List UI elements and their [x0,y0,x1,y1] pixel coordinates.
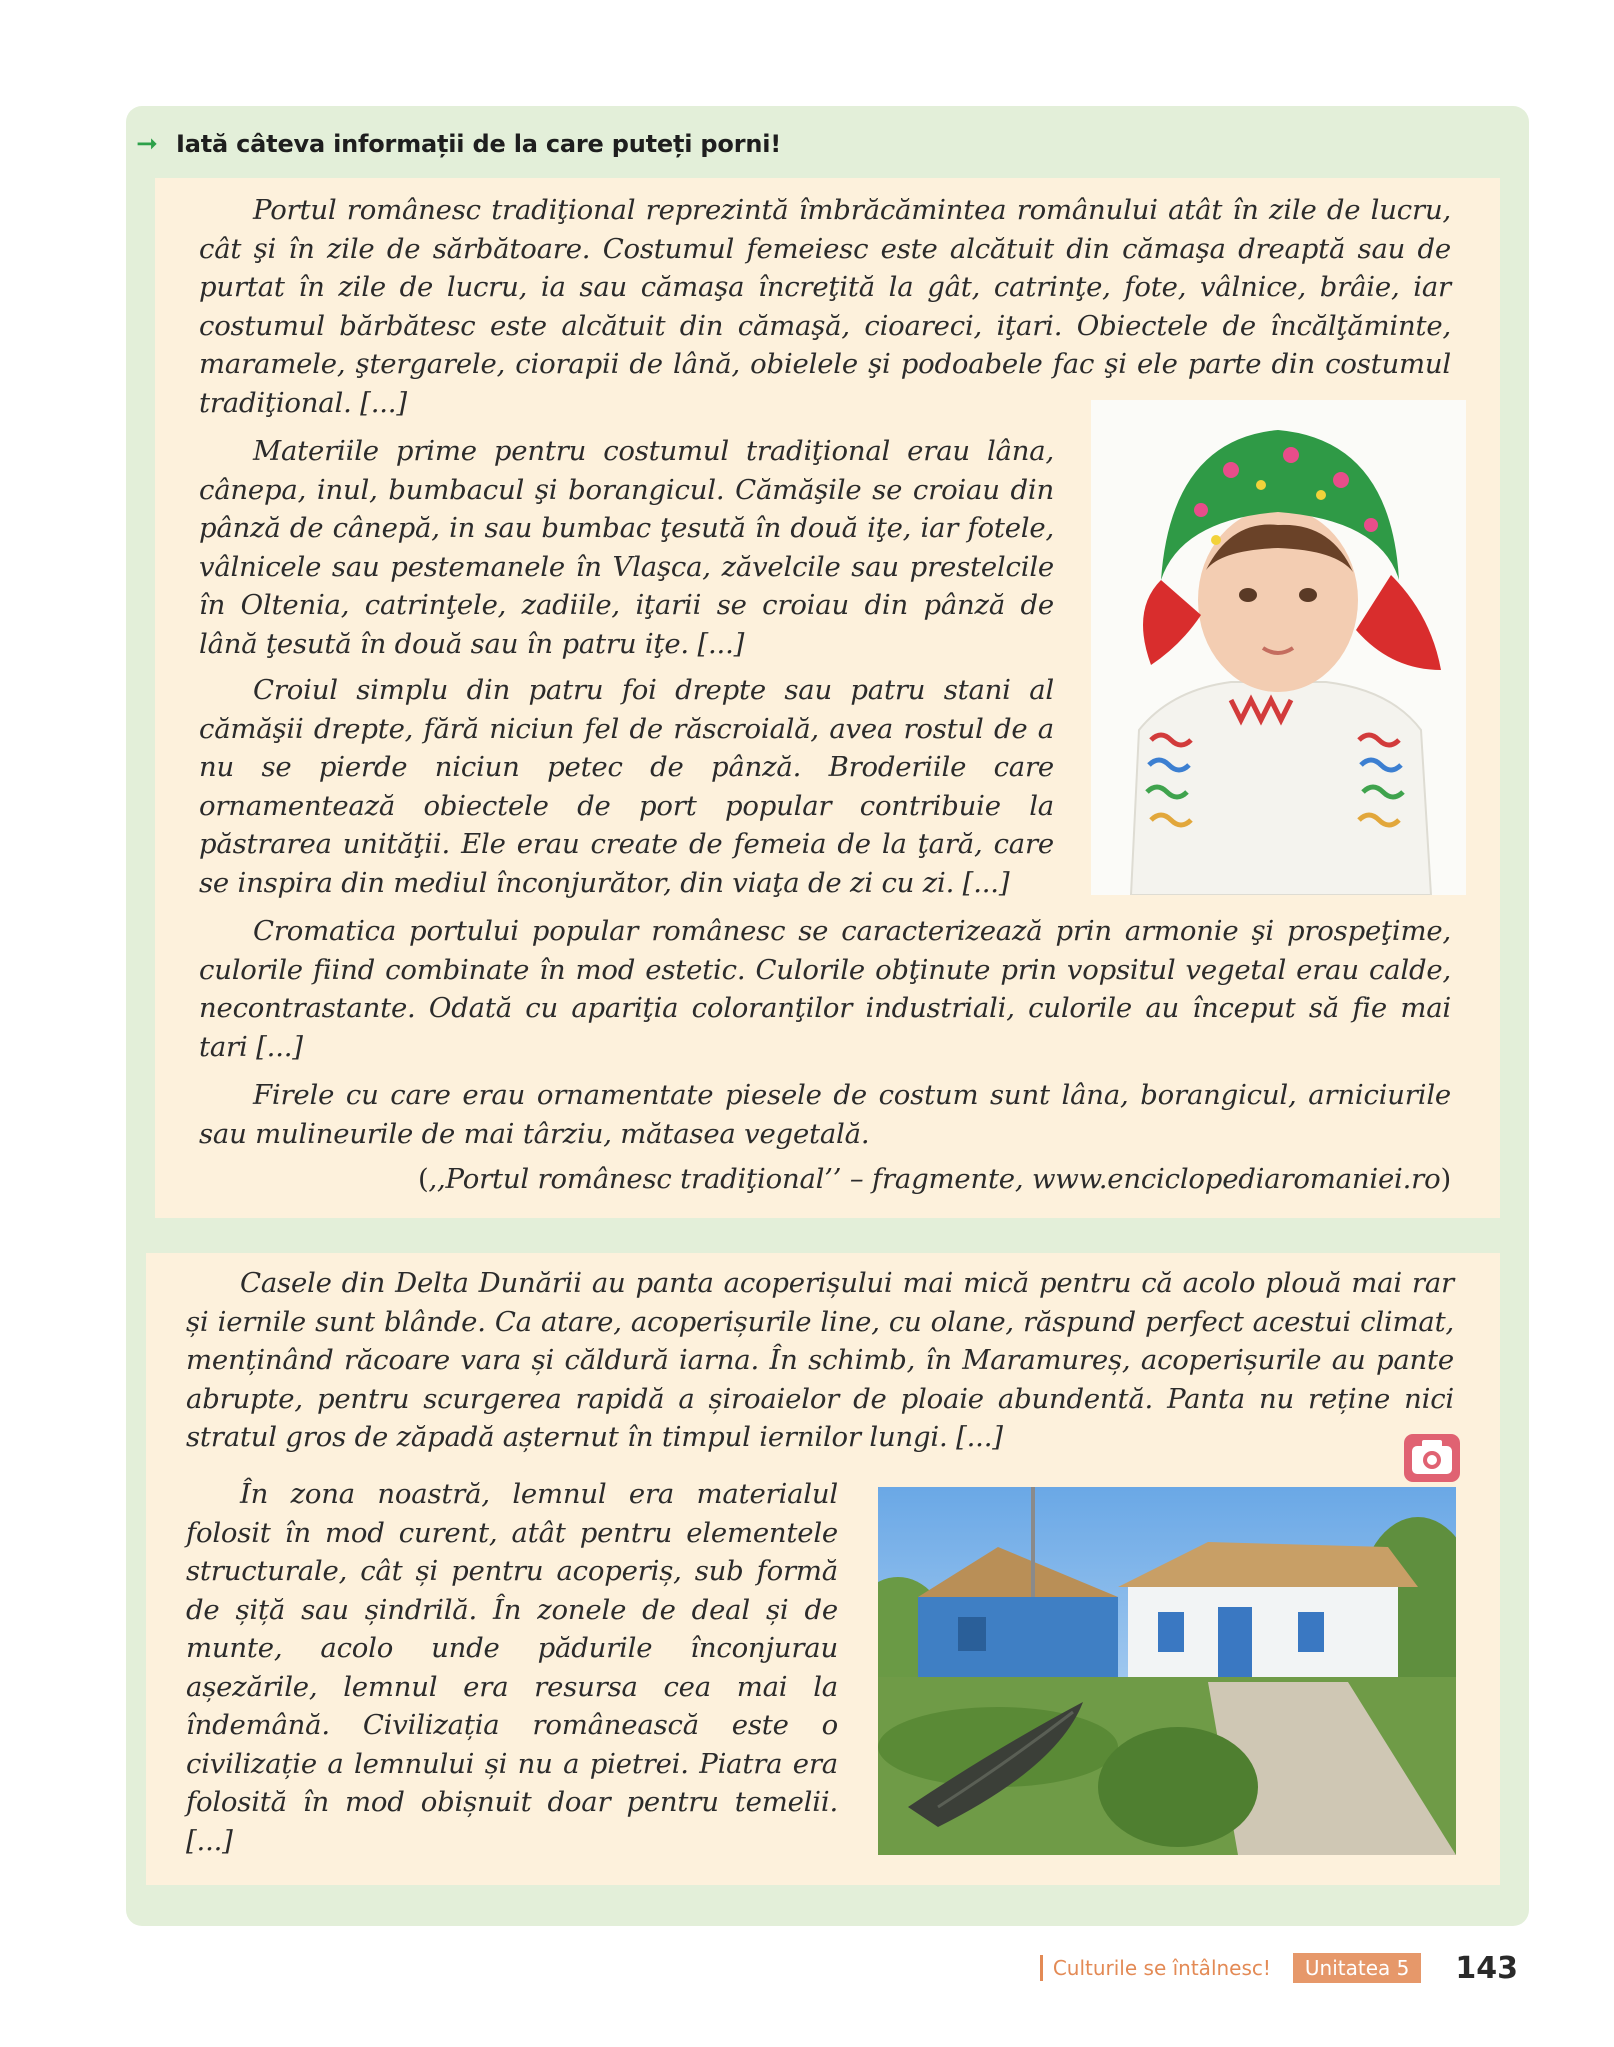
girl-illustration [1091,400,1466,895]
source-close: ) [1440,1163,1451,1195]
paragraph-costume-5: Firele cu care erau ornamentate piesele de costum sunt lâna, borangicul, arniciurile sau mulineurile de mai târziu, mătasea vegetală. [199,1079,1451,1150]
arrow-right-icon: ➞ [136,129,158,159]
page-footer [1040,1950,1518,1986]
intro-text: Iată câteva informații de la care puteți porni! [176,130,781,158]
source-open: ( [417,1163,429,1195]
photo-girl-traditional-costume [1091,400,1466,895]
paragraph-costume-3: Croiul simplu din patru foi drepte sau patru stani al cămăşii drepte, fără niciun fel de răscroială, avea rostul de a nu se pierde niciun petec de pânză. Broderiile care ornamentează obiectele de port popular contribuie la păstrarea unităţii. Ele erau create de femeia de la ţară, care se inspira din mediul înconjurător, din viaţa de zi cu zi. [...] [199,674,1054,899]
footer-unit-badge: Unitatea 5 [1293,1953,1421,1983]
paragraph-costume-1: Portul românesc tradiţional reprezintă îmbrăcămintea românului atât în zile de lucru, cât şi în zile de sărbătoare. Costumul femeiesc este alcătuit din cămaşa dreaptă sau de purtat în zile de lucru, ia sau cămaşa încreţită la gât, catrinţe, fote, vâlnice, brâie, iar costumul bărbătesc este alcătuit din cămaşă, cioareci, iţari. Obiectele de încălţăminte, maramele, ştergarele, ciorapii de lână, obielele şi podoabele fac şi ele parte din costumul tradiţional. [...] [199,194,1451,419]
page-number: 143 [1455,1950,1518,1986]
footer-divider [1040,1955,1043,1981]
paragraph-costume-2: Materiile prime pentru costumul tradiţional erau lâna, cânepa, inul, bumbacul şi borangicul. Cămăşile se croiau din pânză de cânepă, in sau bumbac ţesută în două iţe, iar fotele, vâlnicele sau pestemanele în Vlaşca, zăvelcile sau prestelcile în Oltenia, catrinţele, zadiile, iţarii se croiau din pânză de lână ţesută în două sau în patru iţe. [...] [199,435,1054,660]
source-title: ,,Portul românesc tradiţional’’ – fragmente, www.enciclopediaromaniei.ro [428,1163,1441,1195]
footer-series-title: Culturile se întâlnesc! [1052,1956,1271,1980]
source-citation [199,1160,1451,1199]
intro-line [126,124,781,164]
paragraph-houses-1: Casele din Delta Dunării au panta acoperișului mai mică pentru că acolo plouă mai rar și iernile sunt blânde. Ca atare, acoperișurile line, cu olane, răspund perfect acestui climat, menținând răcoare vara și căldură iarna. În schimb, în Maramureș, acoperișurile au pante abrupte, pentru scurgerea rapidă a șiroaielor de ploaie abundentă. Panta nu reține nici stratul gros de zăpadă așternut în timpul iernilor lungi. [...] [186,1267,1454,1453]
paragraph-costume-4: Cromatica portului popular românesc se caracterizează prin armonie şi prospeţime, culorile fiind combinate în mod estetic. Culorile obţinute prin vopsitul vegetal erau calde, necontrastante. Odată cu apariţia coloranţilor industriali, culorile au început să fie mai tari [...] [199,915,1451,1063]
paragraph-houses-2: În zona noastră, lemnul era materialul folosit în mod curent, atât pentru elementele structurale, cât și pentru acoperiș, sub formă de șiță sau șindrilă. În zonele de deal și de munte, acolo unde pădurile înconjurau așezările, lemnul era resursa cea mai la îndemână. Civilizația românească este o civilizație a lemnului și nu a pietrei. Piatra era folosită în mod obișnuit doar pentru temelii. [...] [186,1478,838,1857]
house-illustration [878,1487,1456,1855]
camera-icon [1404,1434,1460,1482]
photo-delta-house [878,1487,1456,1855]
